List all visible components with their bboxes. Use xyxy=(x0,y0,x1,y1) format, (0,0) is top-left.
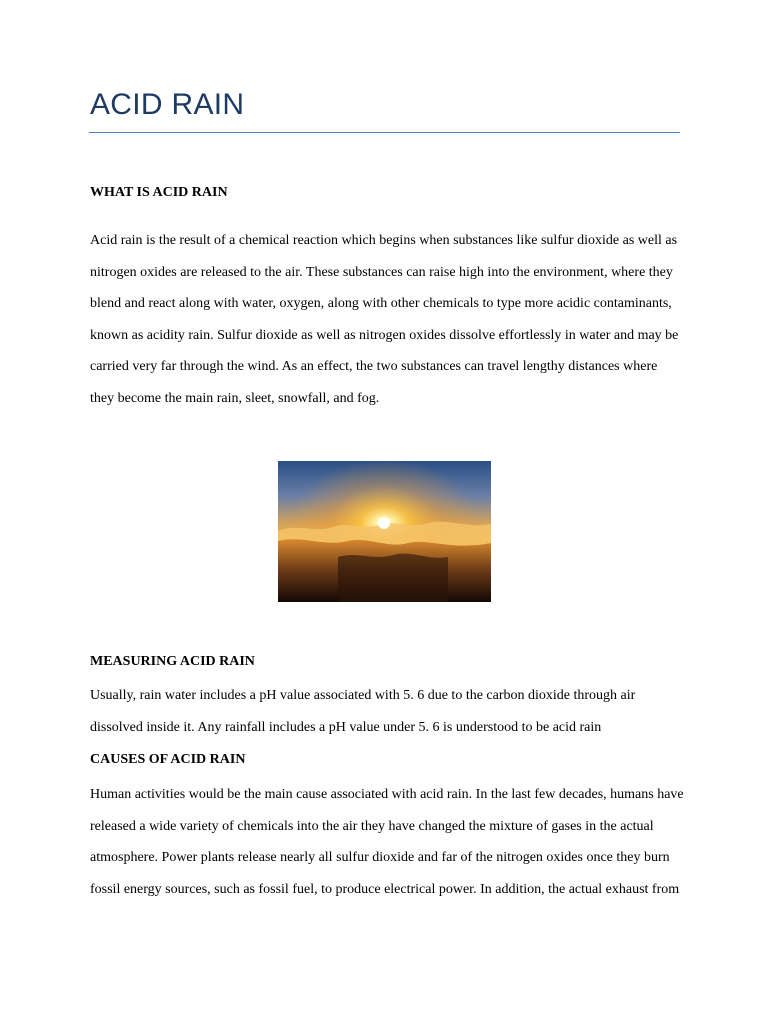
paragraph-line: Usually, rain water includes a pH value associated with 5. 6 due to the carbon dioxide through air xyxy=(90,688,636,703)
section-heading-causes-of-acid-rain: CAUSES OF ACID RAIN xyxy=(90,752,246,767)
paragraph-line: fossil energy sources, such as fossil fuel, to produce electrical power. In addition, the actual exhaust from xyxy=(90,881,680,897)
paragraph-line: released a wide variety of chemicals into the air they have changed the mixture of gases in the actual xyxy=(90,818,654,834)
paragraph-line: known as acidity rain. Sulfur dioxide as well as nitrogen oxides dissolve effortlessly in water and may be xyxy=(90,327,679,343)
title-underline xyxy=(89,132,680,133)
paragraph-line: Human activities would be the main cause associated with acid rain. In the last few decades, humans have xyxy=(90,787,684,802)
paragraph-line: Acid rain is the result of a chemical reaction which begins when substances like sulfur dioxide as well as xyxy=(90,233,678,248)
paragraph-line: they become the main rain, sleet, snowfall, and fog. xyxy=(90,390,380,406)
page-title: ACID RAIN xyxy=(90,88,245,121)
section-heading-measuring-acid-rain: MEASURING ACID RAIN xyxy=(90,654,255,669)
paragraph-line: dissolved inside it. Any rainfall includes a pH value under 5. 6 is understood to be acid rain xyxy=(90,719,602,735)
paragraph-line: atmosphere. Power plants release nearly all sulfur dioxide and far of the nitrogen oxides once they burn xyxy=(90,850,670,866)
paragraph-measuring-acid-rain xyxy=(90,680,690,743)
paragraph-causes-of-acid-rain xyxy=(90,779,690,905)
section-heading-what-is-acid-rain: WHAT IS ACID RAIN xyxy=(90,185,228,200)
paragraph-what-is-acid-rain xyxy=(90,225,690,415)
paragraph-line: nitrogen oxides are released to the air. These substances can raise high into the environment, where they xyxy=(90,264,673,280)
paragraph-line: carried very far through the wind. As an effect, the two substances can travel lengthy distances where xyxy=(90,359,658,375)
paragraph-line: blend and react along with water, oxygen, along with other chemicals to type more acidic contaminants, xyxy=(90,296,672,312)
sunrise-over-clouds-image xyxy=(278,461,491,602)
